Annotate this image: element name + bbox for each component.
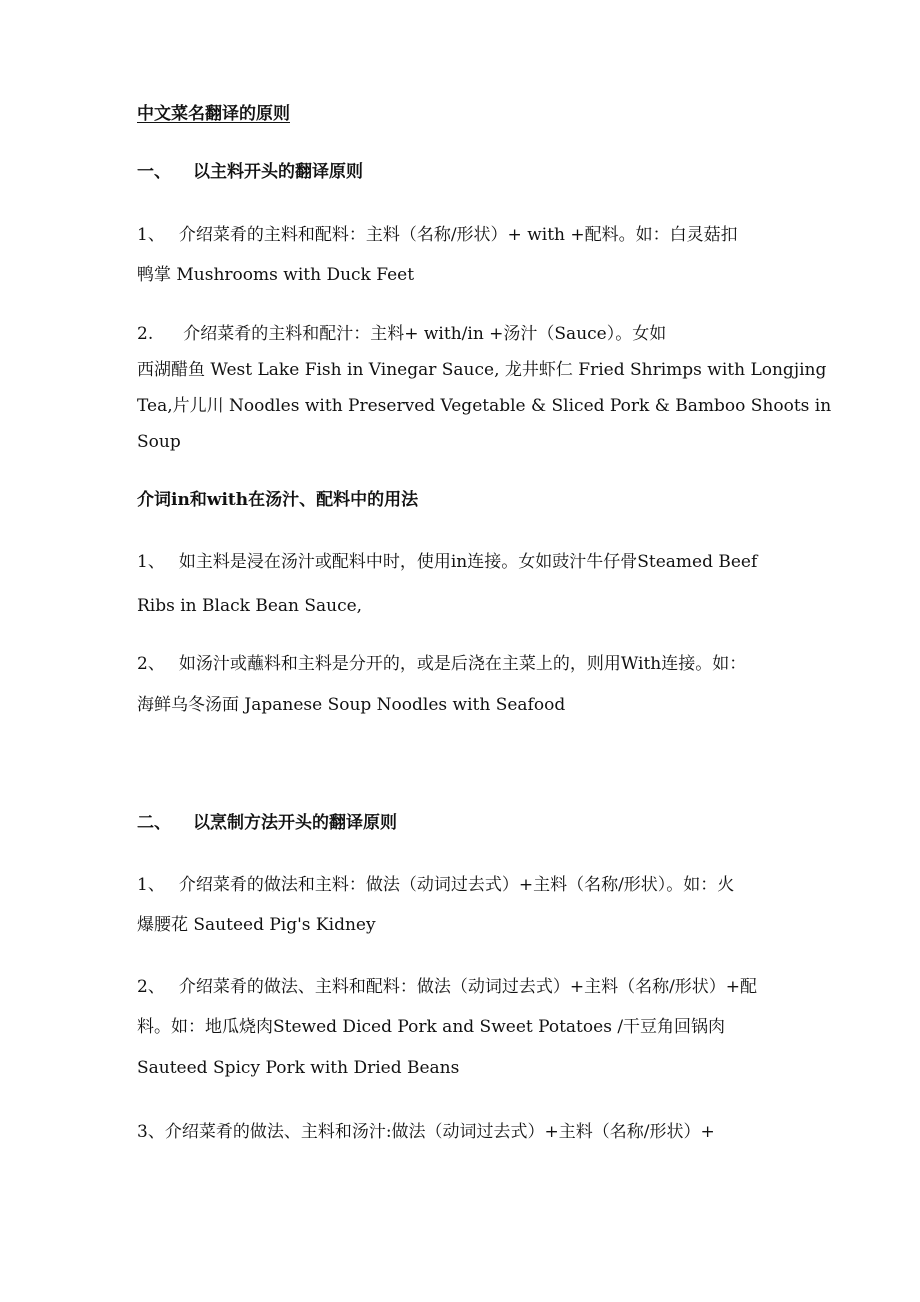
preposition-item-2-line-2: 海鲜乌冬汤面 Japanese Soup Noodles with Seafood [137,695,566,715]
section-2-title: 以烹制方法开头的翻译原则 [193,813,397,833]
section-2-item-2-line-2: 料。如：地瓜烧肉Stewed Diced Pork and Sweet Potatoes /干豆角回锅肉 [137,1017,726,1037]
item-number: 2、 [137,654,165,674]
section-1-item-2-line-2: 西湖醋鱼 West Lake Fish in Vinegar Sauce, 龙井虾仁 Fried Shrimps with Longjing [137,360,827,380]
section-2-heading [137,812,397,834]
item-number: 1、 [137,552,165,572]
section-1-item-1-line-1 [137,224,738,246]
section-2-item-2-line-3: Sauteed Spicy Pork with Dried Beans [137,1058,460,1078]
item-text: 介绍菜肴的主料和配汁：主料+ with/in +汤汁（Sauce）。女如 [183,324,667,344]
item-number: 1、 [137,225,165,245]
preposition-heading: 介词in和with在汤汁、配料中的用法 [137,490,419,510]
document-title: 中文菜名翻译的原则 [137,104,290,124]
section-1-item-1-line-2: 鸭掌 Mushrooms with Duck Feet [137,265,415,285]
section-2-item-3-line-1: 3、介绍菜肴的做法、主料和汤汁:做法（动词过去式）+主料（名称/形状）+ [137,1122,715,1142]
section-1-number: 一、 [137,162,171,182]
item-number: 2. [137,324,154,344]
item-number: 1、 [137,875,165,895]
item-text: 介绍菜肴的做法和主料：做法（动词过去式）+主料（名称/形状）。如：火 [178,875,735,895]
section-2-number: 二、 [137,813,171,833]
section-2-item-1-line-1 [137,874,734,896]
item-number: 2、 [137,977,165,997]
item-text: 介绍菜肴的做法、主料和配料：做法（动词过去式）+主料（名称/形状）+配 [178,977,758,997]
item-text: 介绍菜肴的主料和配料：主料（名称/形状）+ with +配料。如：白灵菇扣 [178,225,738,245]
item-text: 如主料是浸在汤汁或配料中时，使用in连接。女如豉汁牛仔骨Steamed Beef [178,552,758,572]
preposition-item-1-line-2: Ribs in Black Bean Sauce, [137,596,363,616]
section-1-item-2-line-3: Tea,片儿川 Noodles with Preserved Vegetable & Sliced Pork & Bamboo Shoots in [137,396,832,416]
section-1-heading [137,161,363,183]
preposition-item-2-line-1 [137,653,746,675]
section-2-item-1-line-2: 爆腰花 Sauteed Pig's Kidney [137,915,376,935]
section-1-item-2-line-4: Soup [137,432,181,452]
item-text: 如汤汁或蘸料和主料是分开的，或是后浇在主菜上的，则用With连接。如： [178,654,747,674]
section-1-item-2-line-1 [137,323,666,345]
section-2-item-2-line-1 [137,976,757,998]
section-1-title: 以主料开头的翻译原则 [193,162,363,182]
preposition-item-1-line-1 [137,551,757,573]
